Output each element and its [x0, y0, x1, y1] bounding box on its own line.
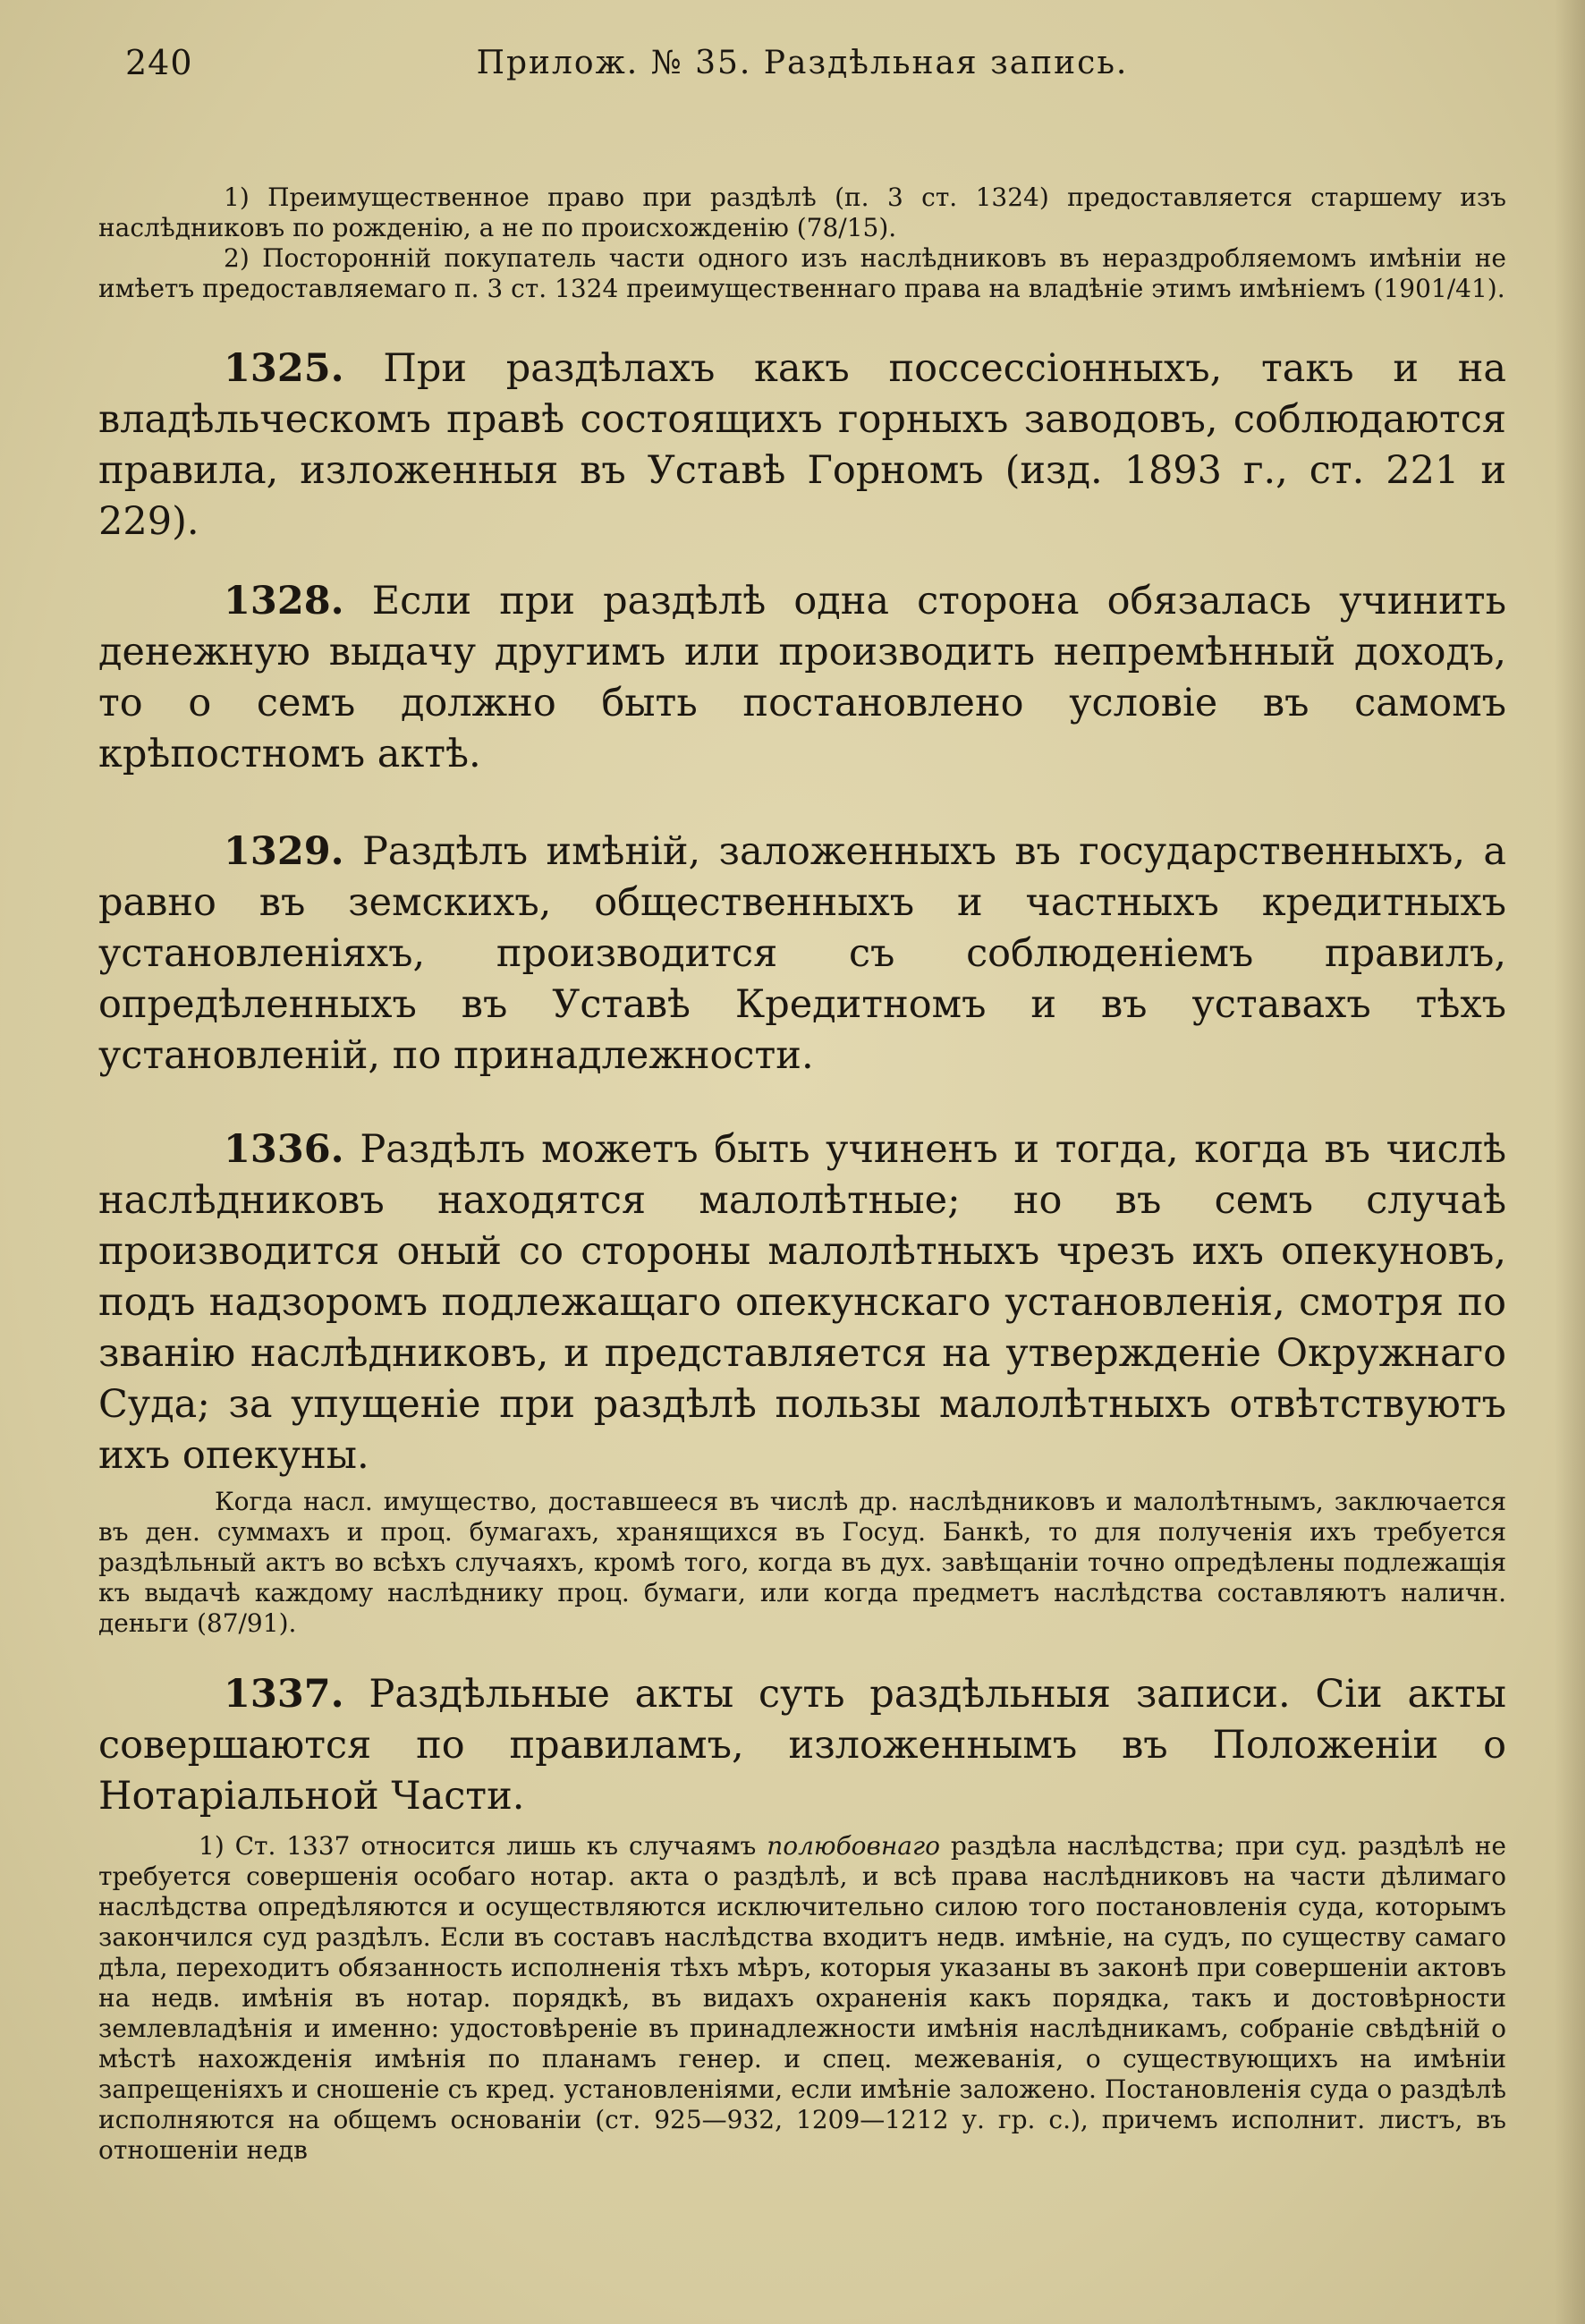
article-number: 1325.	[224, 346, 344, 391]
page-edge-shadow	[1555, 0, 1585, 2324]
article-1329	[98, 827, 1506, 1081]
article-1325	[98, 344, 1506, 547]
page-header	[98, 36, 1506, 98]
article-number: 1328.	[224, 579, 344, 623]
article-number: 1337.	[224, 1672, 344, 1717]
page-number: 240	[125, 43, 193, 82]
article-text: Раздѣлъ имѣній, заложенныхъ въ государственныхъ, а равно въ земскихъ, общественныхъ и частныхъ кредитныхъ установленіяхъ, производится съ соблюденіемъ правилъ, опредѣленныхъ въ Уставѣ Кредитномъ и въ уставахъ тѣхъ установленій, по принадлежности.	[98, 829, 1507, 1078]
note-rest: раздѣла наслѣдства; при суд. раздѣлѣ не требуется совершенія особаго нотар. акта о раздѣлѣ, и всѣ права наслѣдниковъ на части дѣлимаго наслѣдства опредѣляются и осуществляются исключительно силою того постановленія суда, которымъ закончился суд раздѣлъ. Если въ составъ наслѣдства входитъ недв. имѣніе, на судъ, по существу самаго дѣла, переходитъ обязанность исполненія тѣхъ мѣръ, которыя указаны въ законѣ при совершеніи актовъ на недв. имѣнія въ нотар. порядкѣ, въ видахъ охраненія какъ порядка, такъ и достовѣрности землевладѣнія и именно: удостовѣреніе въ принадлежности имѣнія наслѣдникамъ, собраніе свѣдѣній о мѣстѣ нахожденія имѣнія по планамъ генер. и спец. межеванія, о существующихъ на имѣніи запрещеніяхъ и сношеніе съ кред. установленіями, если имѣніе заложено. Постановленія суда о раздѣлѣ исполняются на общемъ основаніи (ст. 925—932, 1209—1212 у. гр. с.), причемъ исполнит. листъ, въ отношеніи недв	[98, 1831, 1506, 2165]
article-text: Если при раздѣлѣ одна сторона обязалась учинить денежную выдачу другимъ или производить непремѣнный доходъ, то о семъ должно быть постановлено условіе въ самомъ крѣпостномъ актѣ.	[98, 579, 1506, 776]
article-text: Раздѣлъ можетъ быть учиненъ и тогда, когда въ числѣ наслѣдниковъ находятся малолѣтные; но въ семъ случаѣ производится оный со стороны малолѣтныхъ чрезъ ихъ опекуновъ, подъ надзоромъ подлежащаго опекунскаго установленія, смотря по званію наслѣдниковъ, и представляется на утвержденіе Окружнаго Суда; за упущеніе при раздѣлѣ пользы малолѣтныхъ отвѣтствуютъ ихъ опекуны.	[98, 1127, 1506, 1478]
article-number: 1329.	[224, 829, 344, 874]
note-emphasis: полюбовнаго	[767, 1831, 940, 1861]
running-head: Прилож. № 35. Раздѣльная запись.	[476, 45, 1129, 81]
footnote-1: 1) Преимущественное право при раздѣлѣ (п. 3 ст. 1324) предоставляется старшему изъ наслѣдниковъ по рожденію, а не по происхожденію (78/15).	[98, 182, 1506, 242]
note-lead: 1) Ст. 1337 относится лишь къ случаямъ	[199, 1831, 757, 1861]
article-text: При раздѣлахъ какъ поссессіонныхъ, такъ и на владѣльческомъ правѣ состоящихъ горныхъ заводовъ, соблюдаются правила, изложенныя въ Уставѣ Горномъ (изд. 1893 г., ст. 221 и 229).	[98, 346, 1507, 544]
article-1337-note	[98, 1831, 1506, 2166]
article-number: 1336.	[224, 1127, 344, 1172]
article-1336	[98, 1124, 1506, 1481]
article-1337	[98, 1669, 1506, 1822]
footnotes-top	[98, 182, 1506, 304]
footnote-2: 2) Посторонній покупатель части одного изъ наслѣдниковъ въ нераздробляемомъ имѣніи не имѣетъ предоставляемаго п. 3 ст. 1324 преимущественнаго права на владѣніе этимъ имѣніемъ (1901/41).	[98, 243, 1506, 303]
article-1328	[98, 576, 1506, 780]
article-text: Раздѣльные акты суть раздѣльныя записи. Сіи акты совершаются по правиламъ, изложеннымъ въ Положеніи о Нотаріальной Части.	[98, 1672, 1506, 1819]
article-1336-note: Когда насл. имущество, доставшееся въ числѣ др. наслѣдниковъ и малолѣтнымъ, заключается въ ден. суммахъ и проц. бумагахъ, хранящихся въ Госуд. Банкѣ, то для полученія ихъ требуется раздѣльный актъ во всѣхъ случаяхъ, кромѣ того, когда въ дух. завѣщаніи точно опредѣлены подлежащія къ выдачѣ каждому наслѣднику проц. бумаги, или когда предметъ наслѣдства составляютъ наличн. деньги (87/91).	[98, 1487, 1506, 1638]
